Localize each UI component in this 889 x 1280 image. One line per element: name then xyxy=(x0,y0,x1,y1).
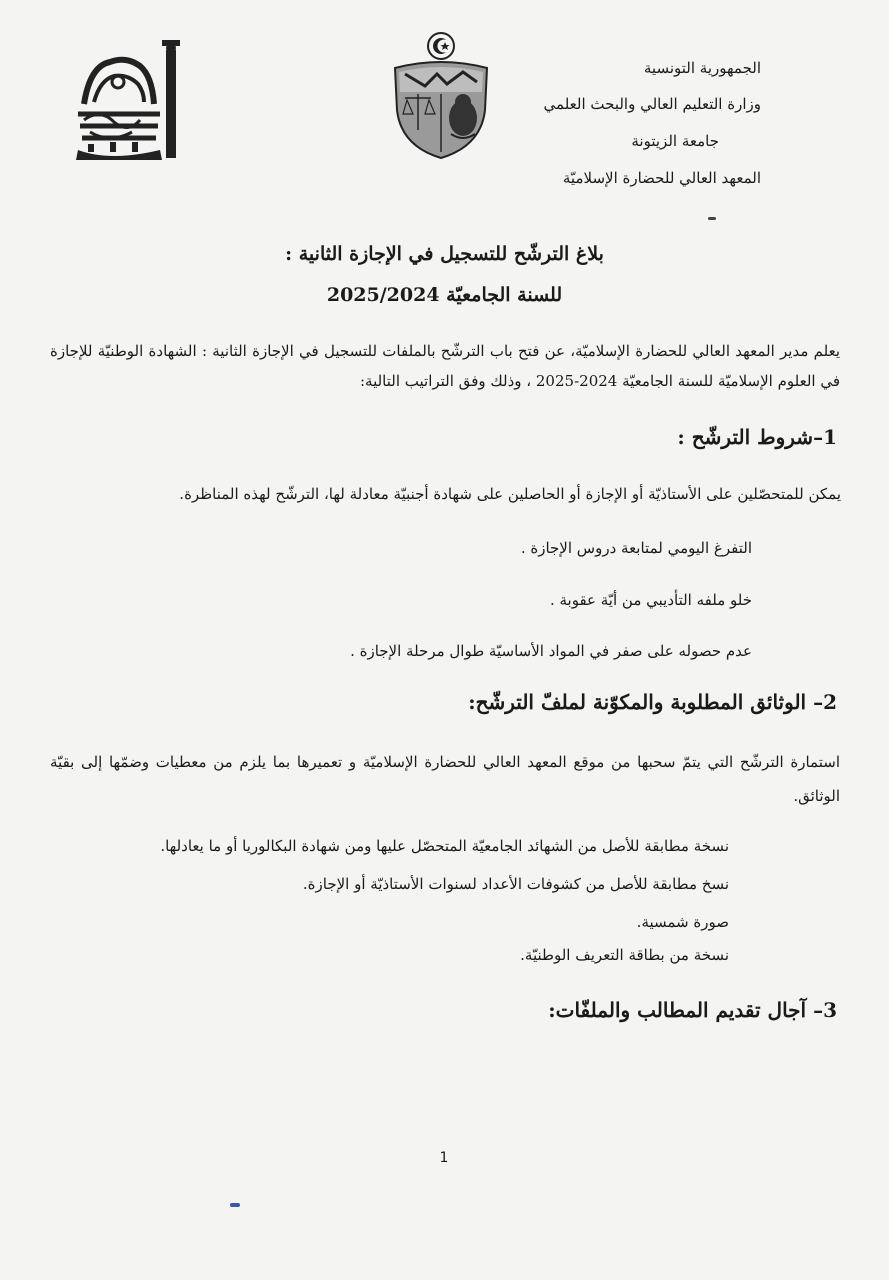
section-2-heading: 2– الوثائق المطلوبة والمكوّنة لملفّ الترشّح: xyxy=(468,690,837,714)
tunisia-coat-of-arms-icon xyxy=(385,30,497,162)
header-line-institute: المعهد العالي للحضارة الإسلاميّة xyxy=(562,169,761,187)
header-line-university: جامعة الزيتونة xyxy=(631,132,719,150)
condition-item: عدم حصوله على صفر في المواد الأساسيّة طوال مرحلة الإجازة . xyxy=(350,642,752,660)
notice-title: بلاغ الترشّح للتسجيل في الإجازة الثانية : xyxy=(285,243,604,265)
institute-calligraphy-logo-icon xyxy=(70,36,190,166)
document-item: نسخ مطابقة للأصل من كشوفات الأعداد لسنوات الأستاذيّة أو الإجازة. xyxy=(302,875,729,893)
scan-speck xyxy=(230,1203,240,1207)
page-number: 1 xyxy=(439,1150,449,1166)
academic-year-title: للسنة الجامعيّة 2025/2024 xyxy=(326,284,563,306)
scan-speck xyxy=(708,217,716,220)
document-item: صورة شمسية. xyxy=(636,913,729,931)
header-line-ministry: وزارة التعليم العالي والبحث العلمي xyxy=(543,95,761,113)
header-line-republic: الجمهورية التونسية xyxy=(643,59,761,77)
condition-item: التفرغ اليومي لمتابعة دروس الإجازة . xyxy=(520,539,752,557)
section-3-heading: 3– آجال تقديم المطالب والملفّات: xyxy=(548,998,837,1022)
section-1-heading: 1–شروط الترشّح : xyxy=(677,425,837,449)
document-item: نسخة من بطاقة التعريف الوطنيّة. xyxy=(520,946,729,964)
document-item: نسخة مطابقة للأصل من الشهائد الجامعيّة المتحصّل عليها ومن شهادة البكالوريا أو ما يعادلها. xyxy=(160,837,729,855)
section-1-intro: يمكن للمتحصّلين على الأستاذيّة أو الإجازة أو الحاصلين على شهادة أجنبيّة معادلة لها، الترشّح لهذه المناظرة. xyxy=(179,485,841,503)
intro-paragraph: يعلم مدير المعهد العالي للحضارة الإسلاميّة، عن فتح باب الترشّح بالملفات للتسجيل في الإجازة الثانية : الشهادة الوطنيّة للإجازة في العلوم الإسلاميّة للسنة الجامعيّة 2024-2025 ، وذلك وفق التراتيب التالية: xyxy=(50,342,840,390)
condition-item: خلو ملفه التأديبي من أيّة عقوبة . xyxy=(549,591,752,609)
section-2-intro: استمارة الترشّح التي يتمّ سحبها من موقع المعهد العالي للحضارة الإسلاميّة و تعميرها بما يلزم من معطيات وضمّها إلى بقيّة الوثائق. xyxy=(50,753,840,805)
